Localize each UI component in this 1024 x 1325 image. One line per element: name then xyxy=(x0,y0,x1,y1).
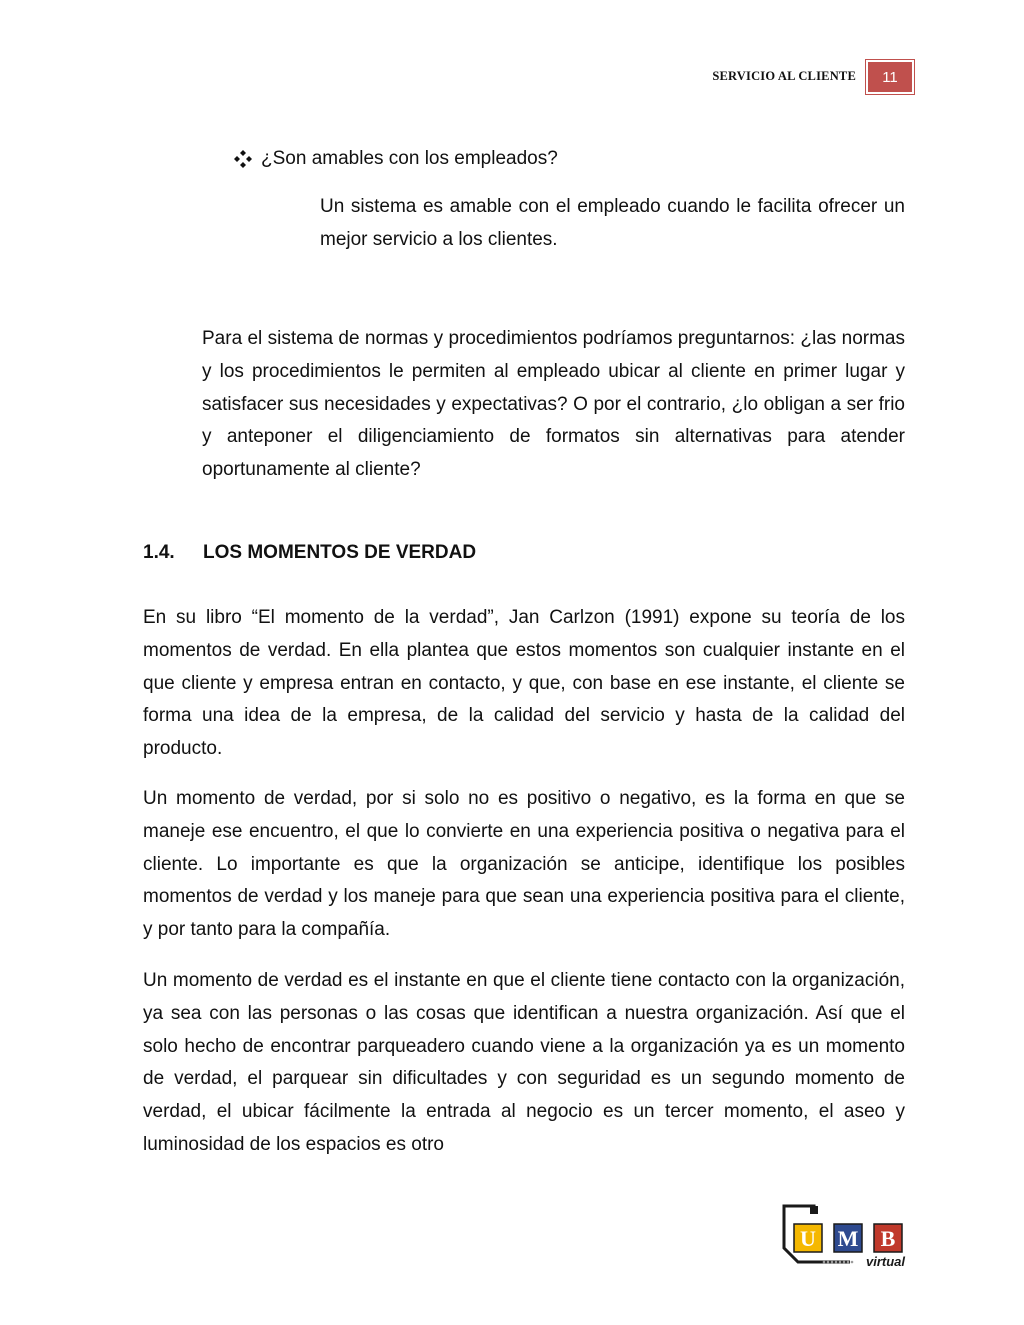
body-paragraph: Un momento de verdad es el instante en que el cliente tiene contacto con la organización, ya sea con las personas o las cosas que identifican a nuestra organización. Así que el solo hecho de encontrar parqueadero cuando viene a la organización ya es un momento de verdad, el parquear sin dificultades y con seguridad es un segundo momento de verdad, el ubicar fácilmente la entrada al negocio es un tercer momento, el aseo y luminosidad de los espacios es otro xyxy=(143,970,905,1155)
section-heading xyxy=(143,540,476,566)
running-header-title: SERVICIO AL CLIENTE xyxy=(712,69,856,83)
page-number xyxy=(866,60,914,94)
bullet-question xyxy=(234,146,558,172)
body-paragraph: En su libro “El momento de la verdad”, Jan Carlzon (1991) expone su teoría de los momentos de verdad. En ella plantea que estos momentos son cualquier instante en el que cliente y empresa entran en contacto, y que, con base en ese instante, el cliente se forma una idea de la empresa, de la calidad del servicio y hasta de la calidad del producto. xyxy=(143,607,905,760)
body-paragraph: Un momento de verdad, por si solo no es positivo o negativo, es la forma en que se maneje ese encuentro, el que lo convierte en una experiencia positiva o negativa para el cliente. Lo importante es que la organización se anticipe, identifique los posibles momentos de verdad y los maneje para que sean una experiencia positiva para el cliente, y por tanto para la compañía. xyxy=(143,788,905,941)
logo-letter-b: B xyxy=(880,1226,896,1251)
bullet-question-text: ¿Son amables con los empleados? xyxy=(261,148,558,169)
indented-answer: Un sistema es amable con el empleado cuando le facilita ofrecer un mejor servicio a los clientes. xyxy=(320,196,905,250)
diamond-bullet-icon xyxy=(234,150,252,168)
page-number-text: 11 xyxy=(882,68,898,86)
section-title: LOS MOMENTOS DE VERDAD xyxy=(203,542,477,563)
norms-paragraph: Para el sistema de normas y procedimientos podríamos preguntarnos: ¿las normas y los procedimientos le permiten al empleado ubicar al cliente en primer lugar y satisfacer sus necesidades y expectativas? O por el contrario, ¿lo obligan a ser frio y anteponer el diligenciamiento de formatos sin alternativas para atender oportunamente al cliente? xyxy=(202,328,905,481)
logo-subtitle: virtual xyxy=(865,1254,905,1269)
logo-letter-u: U xyxy=(800,1226,816,1251)
section-number: 1.4. xyxy=(143,542,175,563)
logo-letter-m: M xyxy=(837,1226,859,1251)
umb-virtual-logo xyxy=(780,1204,908,1270)
